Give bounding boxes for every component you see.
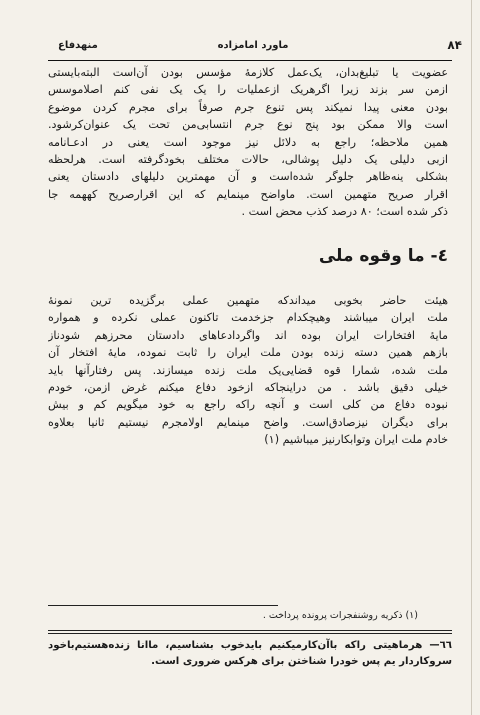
text-line: مایهٔ افتخارات ایران بوده اند واگردادعاهای دادستان محرزهم شودناز	[48, 328, 448, 342]
text-line: عضویت یا تبلیغ‌بدان، یک‌عمل کلازمهٔ مؤسس بودن آن‌است البته‌بایستی	[48, 66, 448, 79]
text-line: نبوده دفاع من کلی است و آنچه راکه راجع به خود میگویم کم و بیش	[48, 398, 448, 412]
text-line: بشکلی ینه‌ظاهر جلوگر شده‌است و آن مهمترین دلیلهای دادستان یعنی	[48, 170, 448, 184]
text-line: بازهم همین دسته زنده بودن ملت ایران را ثابت نموده، مایهٔ افتخار آن	[48, 346, 448, 360]
text-line: هیئت حاضر بخوبی میداند‌که متهمین عملی برگزیده ترین نمونهٔ	[48, 294, 448, 307]
text-line: ازمن سر بزند زیرا اگرهریک ازعملیات را یک یک نفی کنم اصلاموسس	[48, 83, 448, 97]
section-heading: ٤- ما وقوه ملی	[318, 246, 448, 266]
text-line: همین ملاحظه؛ راجع به دلائل نیز موجود است یعنی در ادعـانامه	[48, 135, 448, 149]
text-line: ازبی دلیلی یک دلیل پوشالی، حالات مختلف بخودگرفته است. هرلحظه	[48, 153, 448, 167]
book-page	[48, 26, 462, 706]
page-number: ٨۴	[447, 38, 462, 52]
header-rule	[48, 60, 452, 61]
text-line: خادم ملت ایران وتوابکارنیز میباشیم (١)	[264, 433, 448, 447]
header-title: ماورد امامزاده	[217, 40, 289, 51]
bottom-note	[48, 638, 452, 670]
text-line: ملت ایران میباشند وهیچکدام جزخدمت تاکنون عملی نکرده و همواره	[48, 311, 448, 325]
text-line: اقرار صریح متهمین است. ماواضح مینمایم که این اقرارصریح کههمه جا	[48, 187, 448, 201]
text-line: سروکاردار یم پس خودرا شناختن برای هرکس ضروری است.	[151, 656, 452, 667]
text-line: ٦٦— هرماهیتی راکه باآن‌کارمیکنیم بایدخوب بشناسیم، ماانا زنده‌هستیم‌باخود	[48, 640, 452, 651]
text-line: بودن معنی پیدا نمیکند پس تنوع جرم صرفاً برای مجرم کردن موضوع	[48, 100, 448, 114]
text-line: ملت شده، شمارا قوه قضایی‌یک ملت زنده میسازند. پس رفتارآنها باید	[48, 363, 448, 377]
scan-edge	[471, 0, 472, 715]
text-line: ذکر شده است؛ ٨٠ درصد کذب محض است .	[241, 205, 448, 219]
bottom-rule-double	[48, 633, 452, 634]
text-line: است والا ممکن بود پنج نوع جرم انتسابی‌من تحت یک عنوان‌کرشود.	[48, 118, 448, 132]
paragraph-2	[48, 292, 448, 449]
paragraph-1	[48, 64, 448, 221]
running-header	[48, 38, 462, 54]
text-line: خیلی دقیق باشد . من دراینجاکه ازخود دفاع میکنم غرض ازمن، خودم	[48, 381, 448, 395]
bottom-rule	[48, 630, 452, 631]
footnote: (١) ذکریه روشنفجرات پرونده پرداخت .	[262, 610, 418, 621]
footnote-rule	[48, 605, 278, 606]
text-line: برای دیگران نیزصادق‌است. واضح مینمایم اولامجرم نیستیم ثانیا بعلاوه	[48, 415, 448, 429]
header-section: منهدفاع	[58, 40, 98, 51]
